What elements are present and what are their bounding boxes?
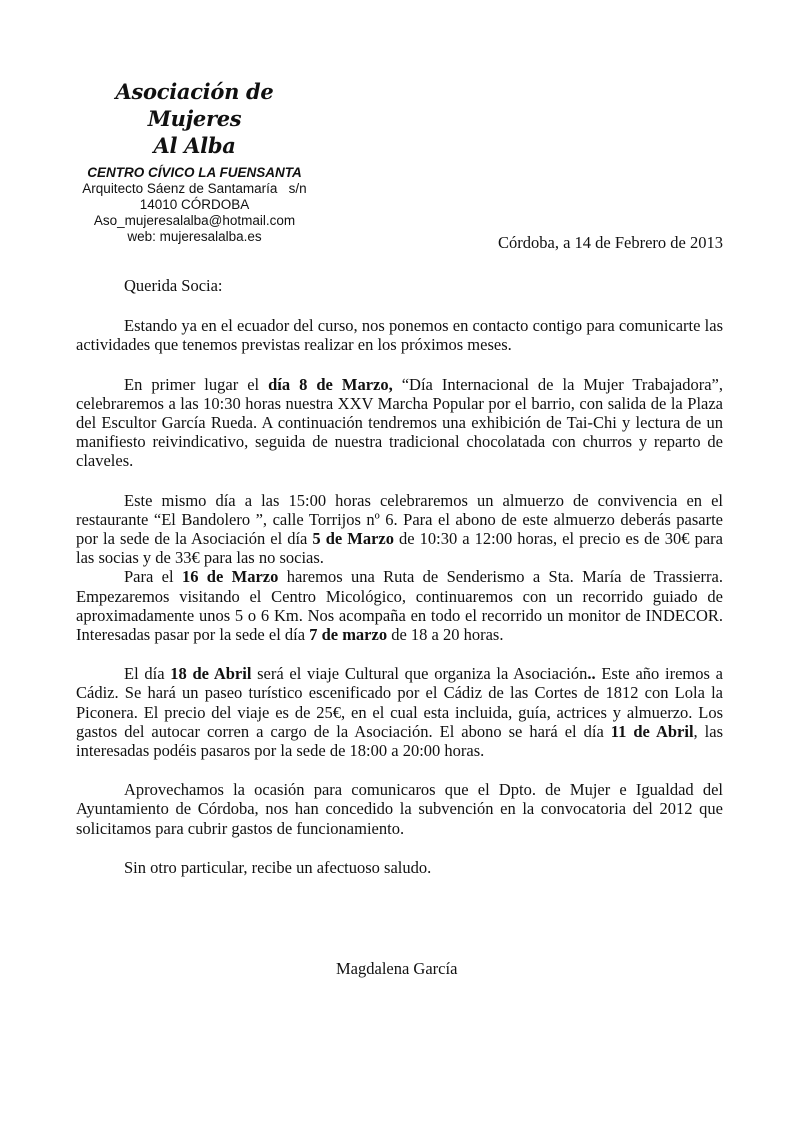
signature-name: Magdalena García: [336, 959, 458, 978]
text-run: haremos una Ruta de Senderismo a Sta. María de Trassierra. Empezaremos visitando el Centro Micológico, continuaremos con un recorrido guiado de aproximadamente unos 5 o 6 Km. Nos acompaña en todo el recorrido un monitor de INDECOR. Interesadas pasar por la sede el día: [76, 567, 723, 645]
bold-date: 5 de Marzo: [312, 529, 394, 549]
text-run: de 18 a 20 horas.: [387, 625, 504, 645]
paragraph-intro: Estando ya en el ecuador del curso, nos ponemos en contacto contigo para comunicarte las actividades que tenemos previstas realizar en los próximos meses.: [76, 316, 723, 355]
bold-date: 18 de Abril: [170, 664, 252, 684]
city-line: 14010 CÓRDOBA: [139, 197, 250, 212]
closing-line: Sin otro particular, recibe un afectuoso saludo.: [124, 857, 432, 877]
paragraph-hiking: [76, 567, 723, 644]
letter-body: [76, 276, 723, 877]
text-run: será el viaje Cultural que organiza la Asociación: [251, 664, 588, 684]
text-run: Este año iremos a Cádiz. Se hará un paseo turístico escenificado por el Cádiz de las Cortes de 1812 con Lola la Piconera. El precio del viaje es de 25€, en el cual esta incluida, guía, actrices y almuerzo. Los gastos del autocar corren a cargo de la Asociación. El abono se hará el día: [76, 664, 723, 741]
email-line: Aso_mujeresalalba@hotmail.com: [93, 213, 296, 228]
bold-date: 16 de Marzo: [181, 567, 279, 587]
bold-date: día 8 de Marzo,: [268, 374, 393, 394]
civic-center-name: CENTRO CÍVICO LA FUENSANTA: [87, 165, 302, 180]
paragraph-lunch: [76, 491, 723, 568]
bold-date: 11 de Abril: [610, 721, 694, 741]
paragraph-subsidy: Aprovechamos la ocasión para comunicaros que el Dpto. de Mujer e Igualdad del Ayuntamiento de Córdoba, nos han concedido la subvención en la convocatoria del 2012 que solicitamos para cubrir gastos de funcionamiento.: [76, 780, 723, 838]
text-run: “Día Internacional de la Mujer Trabajadora”, celebraremos a las 10:30 horas nuestra XXV Marcha Popular por el barrio, con salida de la Plaza del Escultor García Rueda. A continuación tendremos una exhibición de Tai-Chi y lectura de un manifiesto reivindicativo, seguida de nuestra tradicional chocolatada con churros y reparto de claveles.: [76, 374, 723, 471]
text-run: En primer lugar el: [124, 374, 269, 394]
text-run: , las interesadas podéis pasaros por la sede de 18:00 a 20:00 horas.: [76, 721, 723, 761]
bold-date: 7 de marzo: [309, 625, 388, 645]
paragraph-cadiz-trip: [76, 664, 723, 760]
bold-punctuation: ..: [587, 664, 596, 684]
text-run: El día: [124, 664, 171, 684]
text-run: de 10:30 a 12:00 horas, el precio es de 30€ para las socias y de 33€ para las no socias.: [76, 529, 723, 568]
organization-name-line1: Asociación de Mujeres: [115, 79, 274, 131]
greeting: Querida Socia:: [124, 276, 223, 295]
text-run: Este mismo día a las 15:00 horas celebraremos un almuerzo de convivencia en el restaurante “El Bandolero ”, calle Torrijos nº 6. Para el abono de este almuerzo deberás pasarte por la sede de la Asociación el día: [76, 490, 723, 549]
address-line: Arquitecto Sáenz de Santamaría s/n: [82, 181, 307, 196]
paragraph-march-8: [76, 375, 723, 471]
letter-date: Córdoba, a 14 de Febrero de 2013: [498, 233, 723, 252]
text-run: Para el: [124, 567, 182, 587]
organization-name-line2: Al Alba: [153, 133, 236, 158]
letterhead: [72, 78, 317, 245]
web-line: web: mujeresalalba.es: [127, 229, 262, 244]
